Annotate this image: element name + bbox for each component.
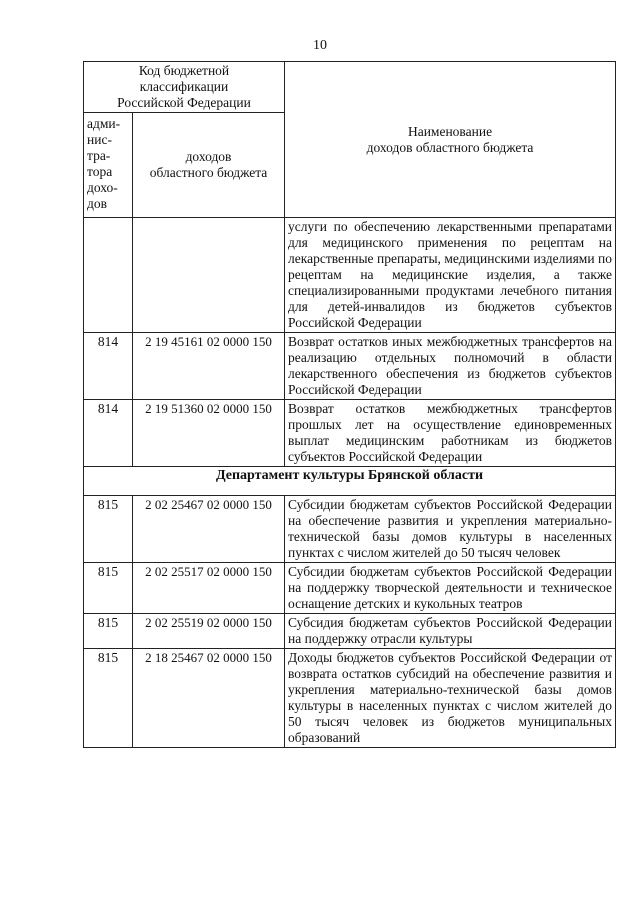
row-income-code: 2 02 25519 02 0000 150: [133, 614, 285, 649]
budget-table: [83, 61, 616, 748]
row-income-name: Возврат остатков межбюджетных трансфертов прошлых лет на осуществление единовременных выплат медицинским работникам из бюджетов субъектов Российской Федерации: [285, 400, 616, 467]
section-title: Департамент культуры Брянской области: [84, 467, 616, 496]
header-admin: адми- нис- тра- тора дохо- дов: [84, 113, 133, 218]
header-name: Наименование доходов областного бюджета: [285, 62, 616, 218]
row-income-code: 2 02 25517 02 0000 150: [133, 563, 285, 614]
row-income-code: 2 02 25467 02 0000 150: [133, 496, 285, 563]
row-income-code: 2 18 25467 02 0000 150: [133, 649, 285, 748]
row-income-name: Субсидия бюджетам субъектов Российской Федерации на поддержку отрасли культуры: [285, 614, 616, 649]
table-row: [84, 333, 616, 400]
row-income-code: 2 19 51360 02 0000 150: [133, 400, 285, 467]
row-admin-code: 815: [84, 649, 133, 748]
row-admin-code: 815: [84, 496, 133, 563]
row-admin-code: [84, 218, 133, 333]
row-income-code: 2 19 45161 02 0000 150: [133, 333, 285, 400]
table-header-row: [84, 62, 616, 113]
table-row: [84, 649, 616, 748]
row-income-code: [133, 218, 285, 333]
table-row: [84, 614, 616, 649]
header-code-group: Код бюджетной классификации Российской Федерации: [84, 62, 285, 113]
row-admin-code: 814: [84, 400, 133, 467]
page-number: 10: [313, 38, 327, 53]
row-income-name: Доходы бюджетов субъектов Российской Федерации от возврата остатков субсидий на обеспечение развития и укрепления материально-технической базы домов культуры в населенных пунктах с числом жителей до 50 тысяч человек из бюджетов муниципальных образований: [285, 649, 616, 748]
table-row: [84, 218, 616, 333]
row-income-name: Возврат остатков иных межбюджетных трансфертов на реализацию отдельных полномочий в области лекарственного обеспечения из бюджетов субъектов Российской Федерации: [285, 333, 616, 400]
section-header-row: [84, 467, 616, 496]
table-row: [84, 496, 616, 563]
row-admin-code: 815: [84, 614, 133, 649]
table-row: [84, 563, 616, 614]
budget-sheet: [83, 61, 615, 748]
header-income: доходов областного бюджета: [133, 113, 285, 218]
row-income-name: Субсидии бюджетам субъектов Российской Федерации на поддержку творческой деятельности и техническое оснащение детских и кукольных театров: [285, 563, 616, 614]
table-row: [84, 400, 616, 467]
row-admin-code: 814: [84, 333, 133, 400]
row-admin-code: 815: [84, 563, 133, 614]
row-income-name: Субсидии бюджетам субъектов Российской Федерации на обеспечение развития и укрепления материально-технической базы домов культуры в населенных пунктах с числом жителей до 50 тысяч человек: [285, 496, 616, 563]
row-income-name: услуги по обеспечению лекарственными препаратами для медицинского применения по рецептам на лекарственные препараты, медицинскими изделиями по рецептам на медицинские изделия, а также специализированными продуктами лечебного питания для детей-инвалидов из бюджетов субъектов Российской Федерации: [285, 218, 616, 333]
